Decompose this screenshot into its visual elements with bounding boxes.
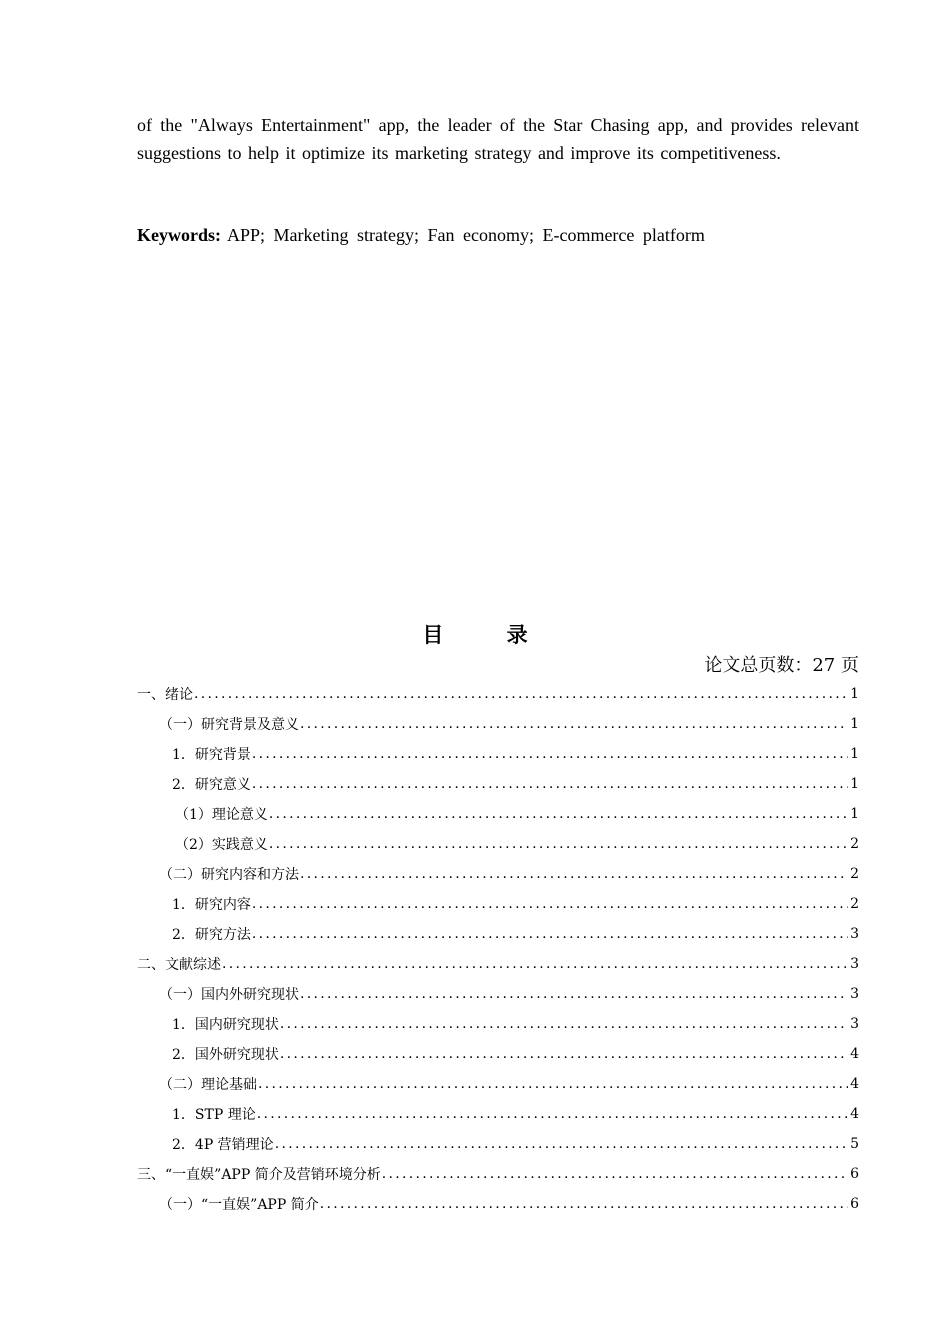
keywords-line [137, 221, 859, 249]
toc-leader-dots [252, 926, 848, 942]
toc-entry-page: 4 [850, 1076, 859, 1092]
toc-entry[interactable] [137, 919, 859, 949]
toc-entry-label: 2．4P 营销理论 [172, 1137, 274, 1153]
toc-entry-page: 5 [850, 1136, 859, 1152]
toc-entry[interactable] [137, 949, 859, 979]
toc-entry[interactable] [137, 889, 859, 919]
toc-leader-dots [252, 896, 848, 912]
toc-entry-page: 2 [850, 896, 859, 912]
toc-leader-dots [280, 1016, 848, 1032]
toc-entry[interactable] [137, 799, 859, 829]
toc-entry[interactable] [137, 1069, 859, 1099]
toc-leader-dots [275, 1136, 848, 1152]
toc-entry-page: 1 [850, 686, 859, 702]
toc-entry[interactable] [137, 979, 859, 1009]
toc-entry-label: 1．国内研究现状 [172, 1017, 279, 1033]
toc-entry[interactable] [137, 709, 859, 739]
toc-leader-dots [300, 716, 848, 732]
toc-entry-label: 1．研究内容 [172, 897, 251, 913]
toc-entry-label: （一）“一直娱”APP 简介 [159, 1197, 319, 1213]
toc-entry-page: 1 [850, 716, 859, 732]
toc-entry[interactable] [137, 1099, 859, 1129]
toc-entry-label: 2．研究意义 [172, 777, 251, 793]
toc-entry-page: 1 [850, 776, 859, 792]
toc-entry[interactable] [137, 739, 859, 769]
toc-entry-label: （2）实践意义 [175, 837, 268, 853]
keywords-label: Keywords: [137, 225, 221, 245]
toc-entry-page: 2 [850, 866, 859, 882]
toc-entry-page: 6 [850, 1166, 859, 1182]
toc-entry-label: （一）研究背景及意义 [159, 717, 299, 733]
toc-leader-dots [257, 1106, 848, 1122]
toc-leader-dots [252, 746, 848, 762]
toc-leader-dots [258, 1076, 848, 1092]
toc-leader-dots [252, 776, 848, 792]
toc-entry-label: 二、文献综述 [137, 957, 221, 973]
toc-entry[interactable] [137, 1009, 859, 1039]
toc-entry-label: 2．研究方法 [172, 927, 251, 943]
toc-entry-page: 3 [850, 1016, 859, 1032]
toc-entry[interactable] [137, 1159, 859, 1189]
toc-leader-dots [320, 1196, 848, 1212]
toc-entry[interactable] [137, 1039, 859, 1069]
toc-leader-dots [300, 986, 848, 1002]
toc-leader-dots [222, 956, 848, 972]
toc-leader-dots [382, 1166, 848, 1182]
toc-entry-label: 一、绪论 [137, 687, 193, 703]
toc-entry-label: （二）理论基础 [159, 1077, 257, 1093]
toc-entry-label: （1）理论意义 [175, 807, 268, 823]
toc-entry-label: （一）国内外研究现状 [159, 987, 299, 1003]
toc-entry-page: 3 [850, 986, 859, 1002]
keywords-value: APP; Marketing strategy; Fan economy; E-commerce platform [227, 225, 705, 245]
toc-entry-label: 1．STP 理论 [172, 1107, 256, 1123]
toc-entry[interactable] [137, 679, 859, 709]
toc-entry-label: 2．国外研究现状 [172, 1047, 279, 1063]
toc-title: 目 录 [422, 623, 556, 647]
abstract-paragraph: of the "Always Entertainment" app, the leader of the Star Chasing app, and provides relevant suggestions to help it optimize its marketing strategy and improve its competitiveness. [137, 115, 859, 163]
toc-entry-page: 3 [850, 926, 859, 942]
toc-entry-page: 4 [850, 1106, 859, 1122]
toc-leader-dots [269, 836, 848, 852]
total-page-count: 论文总页数：27 页 [704, 655, 859, 676]
table-of-contents [137, 679, 859, 1219]
toc-entry-page: 6 [850, 1196, 859, 1212]
toc-leader-dots [300, 866, 848, 882]
toc-entry-page: 3 [850, 956, 859, 972]
toc-leader-dots [269, 806, 848, 822]
toc-entry[interactable] [137, 1189, 859, 1219]
toc-entry-page: 1 [850, 746, 859, 762]
toc-entry[interactable] [137, 859, 859, 889]
toc-entry-page: 1 [850, 806, 859, 822]
toc-entry-page: 2 [850, 836, 859, 852]
toc-entry[interactable] [137, 769, 859, 799]
toc-entry[interactable] [137, 1129, 859, 1159]
toc-entry-label: 三、“一直娱”APP 简介及营销环境分析 [137, 1167, 381, 1183]
toc-entry[interactable] [137, 829, 859, 859]
toc-entry-page: 4 [850, 1046, 859, 1062]
toc-entry-label: 1．研究背景 [172, 747, 251, 763]
toc-leader-dots [194, 686, 848, 702]
toc-entry-label: （二）研究内容和方法 [159, 867, 299, 883]
toc-leader-dots [280, 1046, 848, 1062]
